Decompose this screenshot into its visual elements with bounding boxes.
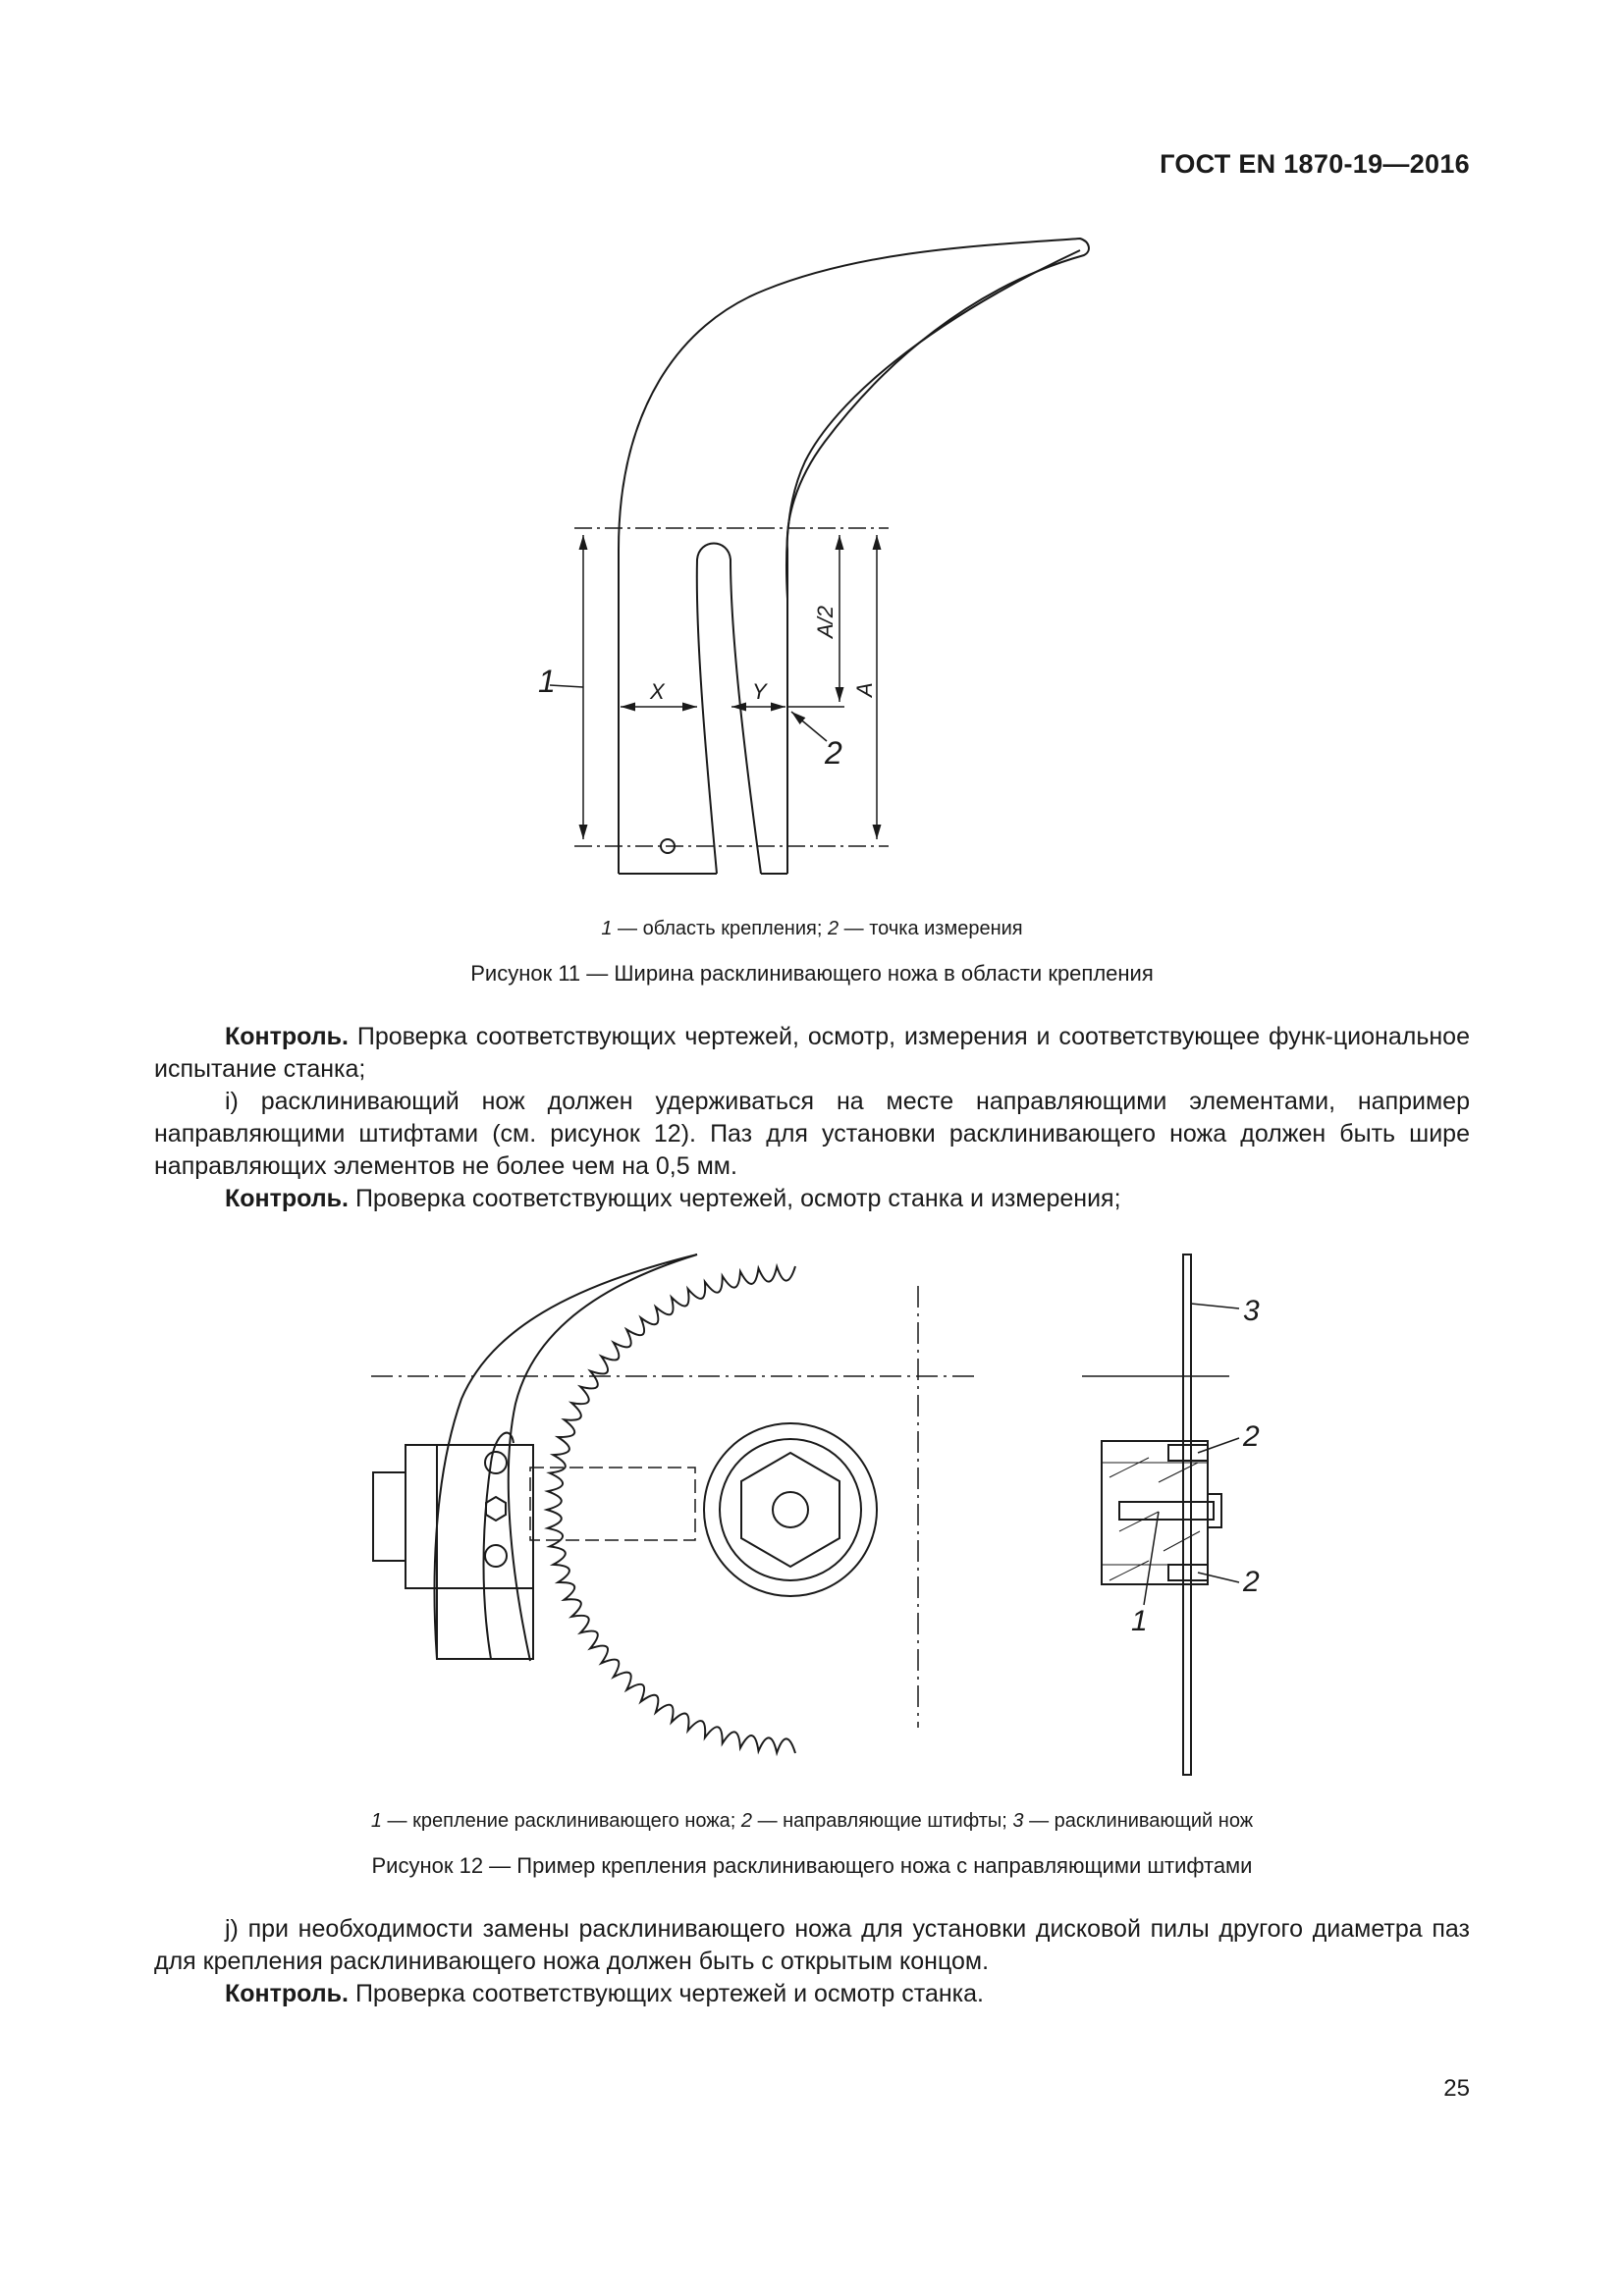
label-1: 1 xyxy=(1131,1605,1148,1637)
text-block-2: j) при необходимости замены расклинивающего ножа для установки дисковой пилы другого диаметра паз для крепления расклинивающего ножа должен быть с открытым концом. Контроль. Проверка соответствующих чертежей и осмотр станка. xyxy=(154,1915,1470,2007)
page-number: 25 xyxy=(1443,2075,1470,2102)
arbor-nut xyxy=(741,1453,839,1567)
mount-bolt xyxy=(486,1497,506,1521)
item-i: i) расклинивающий нож должен удерживаться на месте направляющими элементами, например направляющими штифтами (см. рисунок 12). Паз для установки расклинивающего ножа должен быть шире направляющих элементов не более чем на 0,5 мм. xyxy=(154,1088,1470,1180)
label-2-bottom: 2 xyxy=(1243,1566,1260,1598)
section-bolt xyxy=(1119,1502,1214,1520)
label-3: 3 xyxy=(1243,1295,1260,1327)
item-j: j) при необходимости замены расклинивающего ножа для установки дисковой пилы другого диаметра паз для крепления расклинивающего ножа должен быть с открытым концом. xyxy=(154,1915,1470,1975)
document-code: ГОСТ EN 1870-19—2016 xyxy=(1160,149,1470,179)
label-a-half: A/2 xyxy=(813,605,838,638)
figure-12-riving-knife-mount xyxy=(0,1237,1624,1787)
figure-12-caption: Рисунок 12 — Пример крепления расклинивающего ножа с направляющими штифтами xyxy=(371,1853,1253,1878)
control-keyword: Контроль. xyxy=(225,1185,349,1212)
section-pin-top xyxy=(1168,1445,1208,1461)
guide-pin-hole xyxy=(485,1545,507,1567)
section-pin-bottom xyxy=(1168,1565,1208,1580)
figure-11-riving-knife-width xyxy=(0,0,1624,913)
figure-12-legend: 1 — крепление расклинивающего ножа; 2 — направляющие штифты; 3 — расклинивающий нож xyxy=(370,1810,1254,1832)
label-2-top: 2 xyxy=(1243,1420,1260,1453)
figure-11-caption: Рисунок 11 — Ширина расклинивающего ножа в области крепления xyxy=(470,961,1154,986)
knife-slot xyxy=(697,544,761,875)
label-x: X xyxy=(650,679,665,704)
arbor-shaft xyxy=(773,1492,808,1527)
section-knife xyxy=(1183,1255,1191,1775)
label-a: A xyxy=(852,682,877,697)
control-keyword: Контроль. xyxy=(225,1023,349,1050)
knife-inner-edge xyxy=(786,250,1080,599)
control-keyword: Контроль. xyxy=(225,1980,349,2007)
figure-11-legend: 1 — область крепления; 2 — точка измерения xyxy=(601,918,1023,939)
text-block-1: Контроль. Проверка соответствующих чертежей, осмотр, измерения и соответствующее функ-циональное испытание станка; i) расклинивающий нож должен удерживаться на месте направляющими элементами, например направляющими штифтами (см. рисунок 12). Паз для установки расклинивающего ножа должен быть шире направляющих элементов не более чем на 0,5 мм. Контроль. Проверка соответствующих чертежей, осмотр станка и измерения; xyxy=(154,1023,1470,1212)
knife-outline-outer xyxy=(619,239,1089,874)
label-2: 2 xyxy=(825,735,842,771)
guide-pin-hole xyxy=(485,1452,507,1473)
label-y: Y xyxy=(752,679,767,704)
saw-flange-outer xyxy=(704,1423,877,1596)
saw-blade-teeth xyxy=(547,1266,795,1753)
label-1: 1 xyxy=(538,664,556,699)
